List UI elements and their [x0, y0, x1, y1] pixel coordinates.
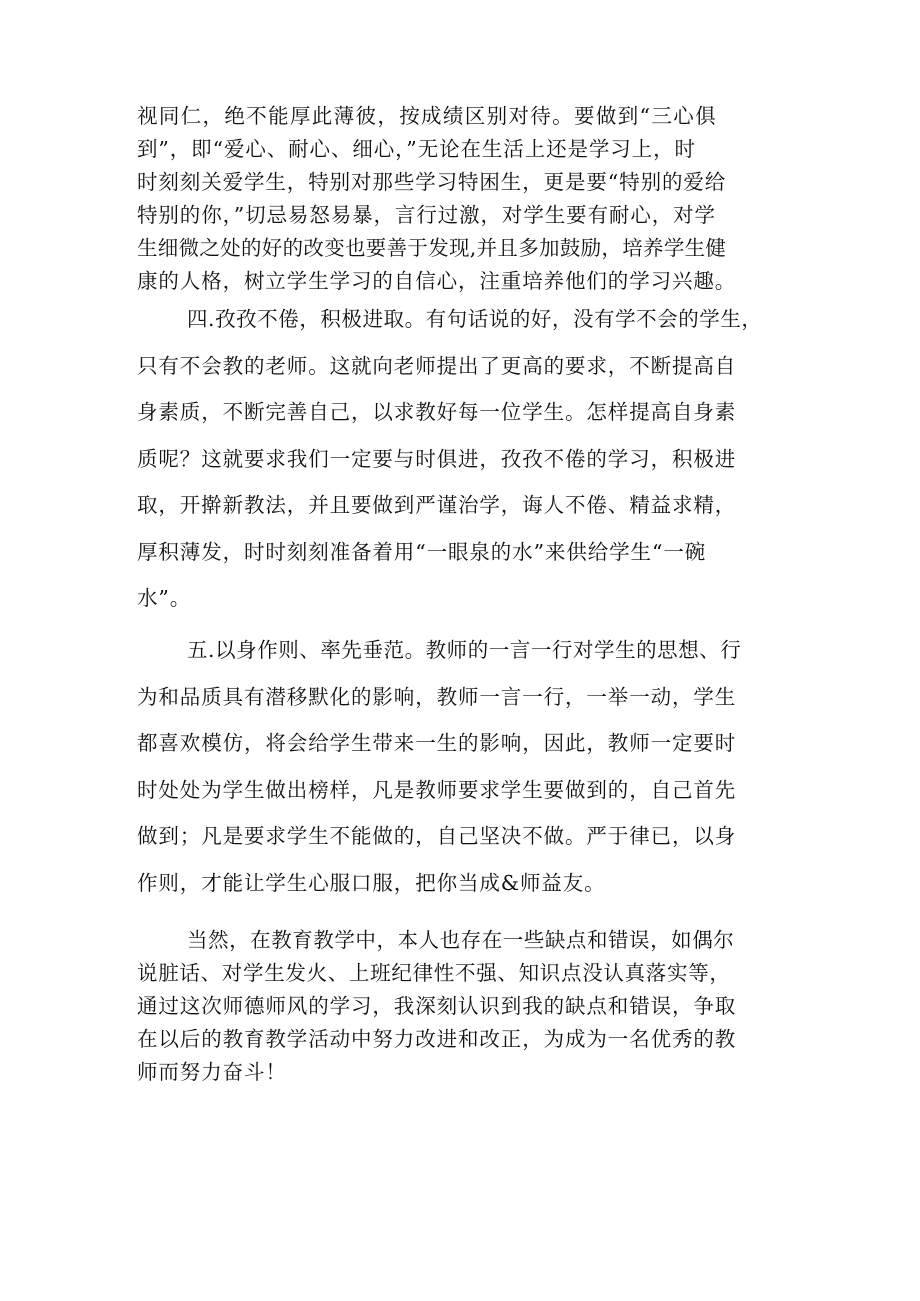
section-heading-line: 五.以身作则、率先垂范。教师的一言一行对学生的思想、行 [187, 638, 742, 662]
paragraph-fairness [137, 100, 793, 298]
text-line: 到”，即“爱心、耐心、细心，”无论在生活上还是学习上，时 [137, 137, 696, 161]
text-line: 时处处为学生做出榜样，凡是教师要求学生要做到的，自己首先 [137, 777, 737, 802]
text-line: 厚积薄发，时时刻刻准备着用“一眼泉的水”来供给学生“一碗 [137, 539, 707, 564]
text-line: 在以后的教育教学活动中努力改进和改正，为成为一名优秀的教 [137, 1027, 737, 1051]
text-line: 通过这次师德师风的学习，我深刻认识到我的缺点和错误，争取 [137, 994, 737, 1018]
text-line: 为和品质具有潜移默化的影响，教师一言一行，一举一动，学生 [137, 684, 737, 709]
text-line: 取，开擀新教法，并且要做到严谨治学，诲人不倦、精益求精， [137, 493, 737, 517]
text-line: 当然，在教育教学中，本人也存在一些缺点和错误，如偶尔 [187, 928, 735, 952]
text-line: 特别的你，”切忌易怒易暴，言行过激，对学生要有耐心，对学 [137, 203, 716, 227]
text-line: 都喜欢模仿，将会给学生带来一生的影响，因此，教师一定要时 [137, 731, 737, 755]
text-line: 只有不会教的老师。这就向老师提出了更高的要求，不断提高自 [137, 353, 737, 378]
text-line: 师而努力奋斗！ [137, 1060, 287, 1084]
text-line: 说脏话、对学生发火、上班纪律性不强、知识点没认真落实等， [137, 961, 731, 985]
paragraph-conclusion [137, 924, 793, 1089]
paragraph-section-four [137, 296, 793, 622]
text-line: 康的人格，树立学生学习的自信心，注重培养他们的学习兴趣。 [137, 269, 737, 293]
text-line: 水”。 [137, 586, 192, 610]
text-line: 生细微之处的好的改变也要善于发现,并且多加鼓励，培养学生健 [137, 236, 727, 260]
text-line: 质呢？这就要求我们一定要与时俱进，孜孜不倦的学习，积极进 [137, 446, 737, 471]
text-line: 身素质，不断完善自己，以求教好每一位学生。怎样提高自身素 [137, 400, 737, 424]
paragraph-section-five [137, 627, 793, 906]
text-line: 视同仁，绝不能厚此薄彼，按成绩区别对待。要做到“三心俱 [137, 104, 717, 128]
text-line: 做到；凡是要求学生不能做的，自己坚决不做。严于律已，以身 [137, 824, 737, 848]
text-line: 时刻刻关爱学生，特别对那些学习特困生，更是要“特别的爱给 [137, 170, 727, 194]
section-heading-line: 四.孜孜不倦，积极进取。有句话说的好，没有学不会的学生， [187, 307, 763, 331]
text-line: 作则，才能让学生心服口服，把你当成&师益友。 [137, 870, 606, 895]
